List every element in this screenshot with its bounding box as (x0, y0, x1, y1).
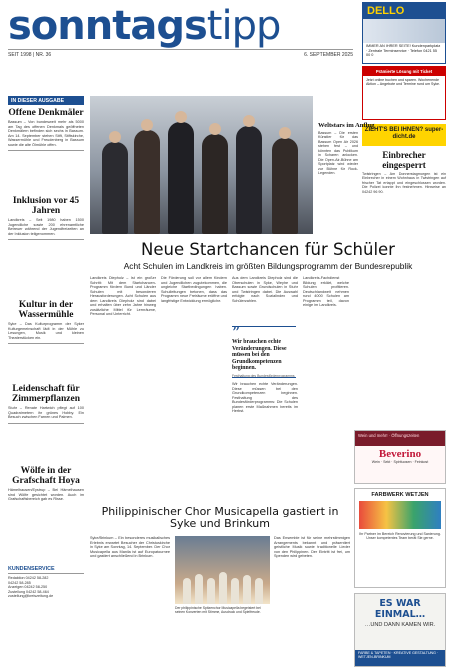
ad-wein-logo: Beverino (378, 448, 422, 460)
person (134, 130, 160, 234)
ad-ticket-text: Jetzt online buchen und sparen. Wochenende Aktion – Angebote und Termine rund um Syke. (366, 78, 441, 87)
divider (8, 239, 84, 240)
ad-ticket-head: Prämierte Lösung mit Ticket (363, 67, 445, 76)
logo[interactable] (8, 3, 281, 49)
phone-row[interactable]: Zustellung 04242 58-464 (8, 589, 49, 594)
welt-headline[interactable] (318, 122, 446, 131)
person (102, 142, 128, 234)
customer-service-title: KUNDENSERVICE (8, 566, 84, 574)
article-title: Weltstars im Anflug (318, 122, 375, 129)
lead-subheadline: Acht Schulen im Landkreis im größten Bildungsprogramm der Bundesrepublik (123, 261, 413, 271)
ad-wein-line: Wein · Sekt · Spirituosen · Feinkost (371, 460, 429, 464)
section-tag: IN DIESER AUSGABE (8, 96, 84, 105)
ad-farb-logo: FARBWERK WETJEN (371, 492, 429, 498)
ad-ticket[interactable] (362, 66, 446, 120)
ad-wein-top: Wein und mehr! · Öffnungszeiten (355, 431, 445, 446)
article-column: Landkreis-Fachdienst Bildung erklärt, welche Schulen profitieren. Deutschlandweit nehmen rund 4000 Schulen am Programm teil, davon einige im Landkreis. (303, 276, 349, 308)
singer (255, 578, 263, 604)
article-text: Bassum – Die ersten Künstler für das Bassum Open Air 2026 stehen fest – und könnten das Publikum in Scharen anlocken. Die Open-Air-Bühne am Sportplatz wird wieder zur Bühne für Rock-Legenden. (318, 131, 358, 176)
ad-ist-line1: ES WAR EINMAL… (374, 598, 426, 620)
photo-caption: Der philippinische Spitzenchor Musicapella begeistert bei seinen Konzerten mit Stimme, Ausdruck und Spielfreude. (175, 606, 261, 615)
teaser-text: Hämelhausen/Eystrup – Bei Hämelhausen sind Wölfe gesichtet worden. Auch im Grafschaftsbereich gab es Risse. (8, 488, 84, 502)
article-column: Landkreis Diepholz – Ist ein großer Schritt: Mit dem Startchancen-Programm fördern Bund und Länder Schulen mit besonderen Herausforderungen. Acht Schulen aus dem Landkreis Diepholz sind dabei und erhalten über zehn Jahre hinweg zusätzliche Mittel für Lernräume, Personal und Unterricht. (90, 276, 156, 317)
ad-ist-line2: …UND DANN KAMEN WIR. (364, 622, 436, 628)
teaser-inklusion[interactable] (8, 196, 84, 240)
article-einbrecher[interactable] (362, 150, 446, 194)
ad-beverino[interactable] (354, 430, 446, 484)
singer (195, 574, 203, 604)
ad-super-dicht[interactable]: ZIEHT'S BEI IHNEN? super-dicht.de (362, 124, 446, 146)
article-column: Wir brauchen echte Veränderungen. Diese müssen bei den Grundkompetenzen beginnen. Festhaltung des Bundesförderprogramms: Die Schulen planen erste Maßnahmen bereits im Herbst. (232, 382, 298, 414)
phone-row[interactable]: Redaktion 04242 58-282 (8, 576, 49, 580)
divider (8, 150, 84, 151)
article-column: Die Förderung soll vor allem Kindern und Jugendlichen zugutekommen, die ungleiche Startbedingungen haben. Schulleitungen betonen, dass das Programm neue Freiräume eröffne und langfristige Entwicklung ermögliche. (161, 276, 227, 303)
ad-ist-bar: FARBE & TAPETEN · KREATIVE GESTALTUNG · WETJEN-BRINKUM (355, 650, 445, 666)
chor-photo (175, 536, 270, 604)
singer (207, 578, 215, 604)
person (236, 126, 262, 234)
article-column: Das Ensemble ist für seine mehrstimmigen Arrangements bekannt und präsentiert geistliche Musik sowie traditionelle Lieder von den Philippinen. Der Eintritt ist frei, um Spenden wird gebeten. (274, 536, 350, 559)
teaser-text: Stuhr – Renate Hartwich pflegt auf 100 Quadratmetern ihr grünes Hobby. Ein Besuch zwischen Farnen und Palmen. (8, 406, 84, 420)
ad-farbwerk[interactable] (354, 488, 446, 588)
lead-headline[interactable]: Neue Startchancen für Schüler (141, 240, 395, 259)
singer (231, 578, 239, 604)
teaser-title: Inklusion vor 45 Jahren (12, 196, 80, 216)
teaser-title: Kultur in der Wassermühle (18, 300, 74, 320)
teaser-title: Leidenschaft für Zimmerpflanzen (11, 384, 81, 404)
email-row[interactable]: zustellung@kreiszeitung.de (8, 594, 54, 599)
quote-text: Wir brauchen echte Veränderungen. Diese müssen bei den Grundkompetenzen beginnen. (232, 339, 287, 372)
pull-quote (232, 323, 296, 378)
divider (8, 343, 84, 344)
quote-icon: ” (232, 323, 241, 342)
quote-source: Festhaltung des Bundesförderprogramms (232, 373, 295, 378)
ad-dello-text: IMMER AN IHRER SEITE! Kundenparkplatz · Zentrale Terminservice · Telefon 0421 55 00 0 (366, 44, 441, 58)
teaser-text: Syke – Das Kulturprogramm der Syker Kulturgemeinschaft lädt in der Mühle zu Lesungen, Musik und kleinen Theaterstücken ein. (8, 322, 84, 340)
issue-number: SEIT 1998 | NR. 36 (8, 52, 52, 58)
ad-es-war-einmal[interactable] (354, 593, 446, 667)
car-image (363, 19, 445, 43)
article-column: Aus dem Landkreis Diepholz sind die Oberschulen in Syke, Weyhe und Bassum sowie Grundschulen in Stuhr und Twistringen dabei. Die Auswahl erfolgte nach Sozialindex und Schülerzahlen. (232, 276, 298, 303)
teaser-woelfe[interactable] (8, 466, 84, 502)
ad-farb-image (359, 501, 441, 529)
chor-headline[interactable]: Philippinischer Chor Musicapella gastiert in Syke und Brinkum (101, 505, 339, 531)
person (168, 122, 194, 234)
ad-farb-text: Ihr Partner im Bereich Renovierung und Sanierung. Unser kompetentes Team berät Sie gerne. (359, 532, 441, 541)
issue-date: 6. SEPTEMBER 2025 (304, 52, 353, 58)
teaser-pflanzen[interactable] (8, 384, 84, 424)
article-text: Twistringen – Am Donnerstagmorgen ist ein Einbrecher in einem Wohnhaus in Twistringen auf frischer Tat ertappt und eingeschlossen worden. Die Polizei konnte ihn festnehmen. Hinweise an 04242 96 90. (362, 172, 446, 194)
singer (219, 572, 227, 604)
singer (243, 575, 251, 604)
teaser-denkmal[interactable] (8, 108, 84, 151)
teaser-title: Offene Denkmäler (8, 108, 84, 118)
logo-light: tipp (206, 3, 281, 49)
ad-dello-logo: DELLO (363, 3, 445, 19)
teaser-title: Wölfe in der Grafschaft Hoya (12, 466, 80, 486)
band-photo (90, 96, 313, 234)
singer (183, 578, 191, 604)
article-title: Einbrecher eingesperrt (382, 150, 426, 170)
logo-bold: sonntags (8, 3, 207, 49)
issue-line (8, 49, 353, 58)
ad-dello[interactable] (362, 2, 446, 64)
teaser-text: Landkreis – Seit 1980 haben 1500 Jugendliche sowie 200 ehrenamtliche Betreuer während der Jugendfreizeiten an der Inklusion teilgenommen. (8, 218, 84, 236)
article-column: Syke/Brinkum – Ein besonderes musikalisches Erlebnis erwartet Besucher der Christuskirche in Syke am Sonntag, 14. September. Der Chor Musicapella aus Manila ist auf Europatournee und gastiert anschließend in Brinkum. (90, 536, 170, 559)
phone-row[interactable]: 04242 58-285 (8, 580, 31, 585)
phone-row[interactable]: Anzeigen 04242 58-250 (8, 585, 48, 590)
person (272, 138, 298, 234)
person (202, 134, 228, 234)
teaser-kultur[interactable] (8, 300, 84, 344)
teaser-text: Bassum – Von bundesweit mehr als 5000 am Tag des offenen Denkmals geöffneten Denkmälern befinden sich sechs in Bassum. Am 14. September stehen Stift, Stiftskirche, Wassermühle und Freudenberg in Bassum sowie die alte Ölmühle offen. (8, 120, 84, 147)
divider (8, 423, 84, 424)
customer-service (8, 566, 84, 599)
